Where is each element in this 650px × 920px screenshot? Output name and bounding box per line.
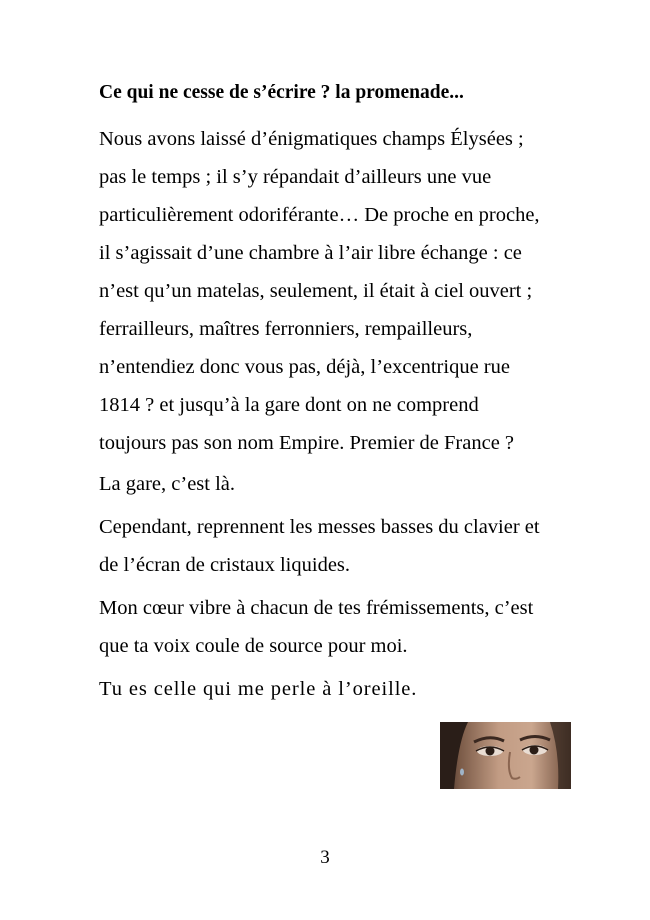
- text-line: 1814 ? et jusqu’à la gare dont on ne comprend: [99, 394, 479, 416]
- paragraph-3: [99, 508, 589, 584]
- text-line: Nous avons laissé d’énigmatiques champs Élysées ;: [99, 128, 524, 150]
- paragraph-1: [99, 120, 589, 462]
- text-line: Mon cœur vibre à chacun de tes frémissements, c’est: [99, 597, 534, 619]
- text-line: Tu es celle qui me perle à l’oreille.: [99, 678, 418, 700]
- text-line: n’est qu’un matelas, seulement, il était à ciel ouvert ;: [99, 280, 533, 302]
- text-line: que ta voix coule de source pour moi.: [99, 635, 408, 657]
- paragraph-4: [99, 589, 589, 665]
- page-number: 3: [320, 847, 330, 868]
- paragraph-5: [99, 670, 589, 708]
- portrait-photo: [440, 722, 571, 789]
- paragraph-2: [99, 465, 589, 503]
- text-line: de l’écran de cristaux liquides.: [99, 554, 351, 576]
- text-line: pas le temps ; il s’y répandait d’ailleurs une vue: [99, 166, 492, 188]
- page-title: Ce qui ne cesse de s’écrire ? la promenade...: [99, 82, 464, 103]
- text-line: Cependant, reprennent les messes basses du clavier et: [99, 516, 540, 538]
- text-line: il s’agissait d’une chambre à l’air libre échange : ce: [99, 242, 522, 264]
- text-line: toujours pas son nom Empire. Premier de France ?: [99, 432, 515, 454]
- text-line: ferrailleurs, maîtres ferronniers, rempailleurs,: [99, 318, 473, 340]
- portrait-eyes-image: [440, 722, 571, 789]
- text-line: La gare, c’est là.: [99, 473, 236, 495]
- text-line: particulièrement odoriférante… De proche en proche,: [99, 204, 540, 226]
- text-line: n’entendiez donc vous pas, déjà, l’excentrique rue: [99, 356, 510, 378]
